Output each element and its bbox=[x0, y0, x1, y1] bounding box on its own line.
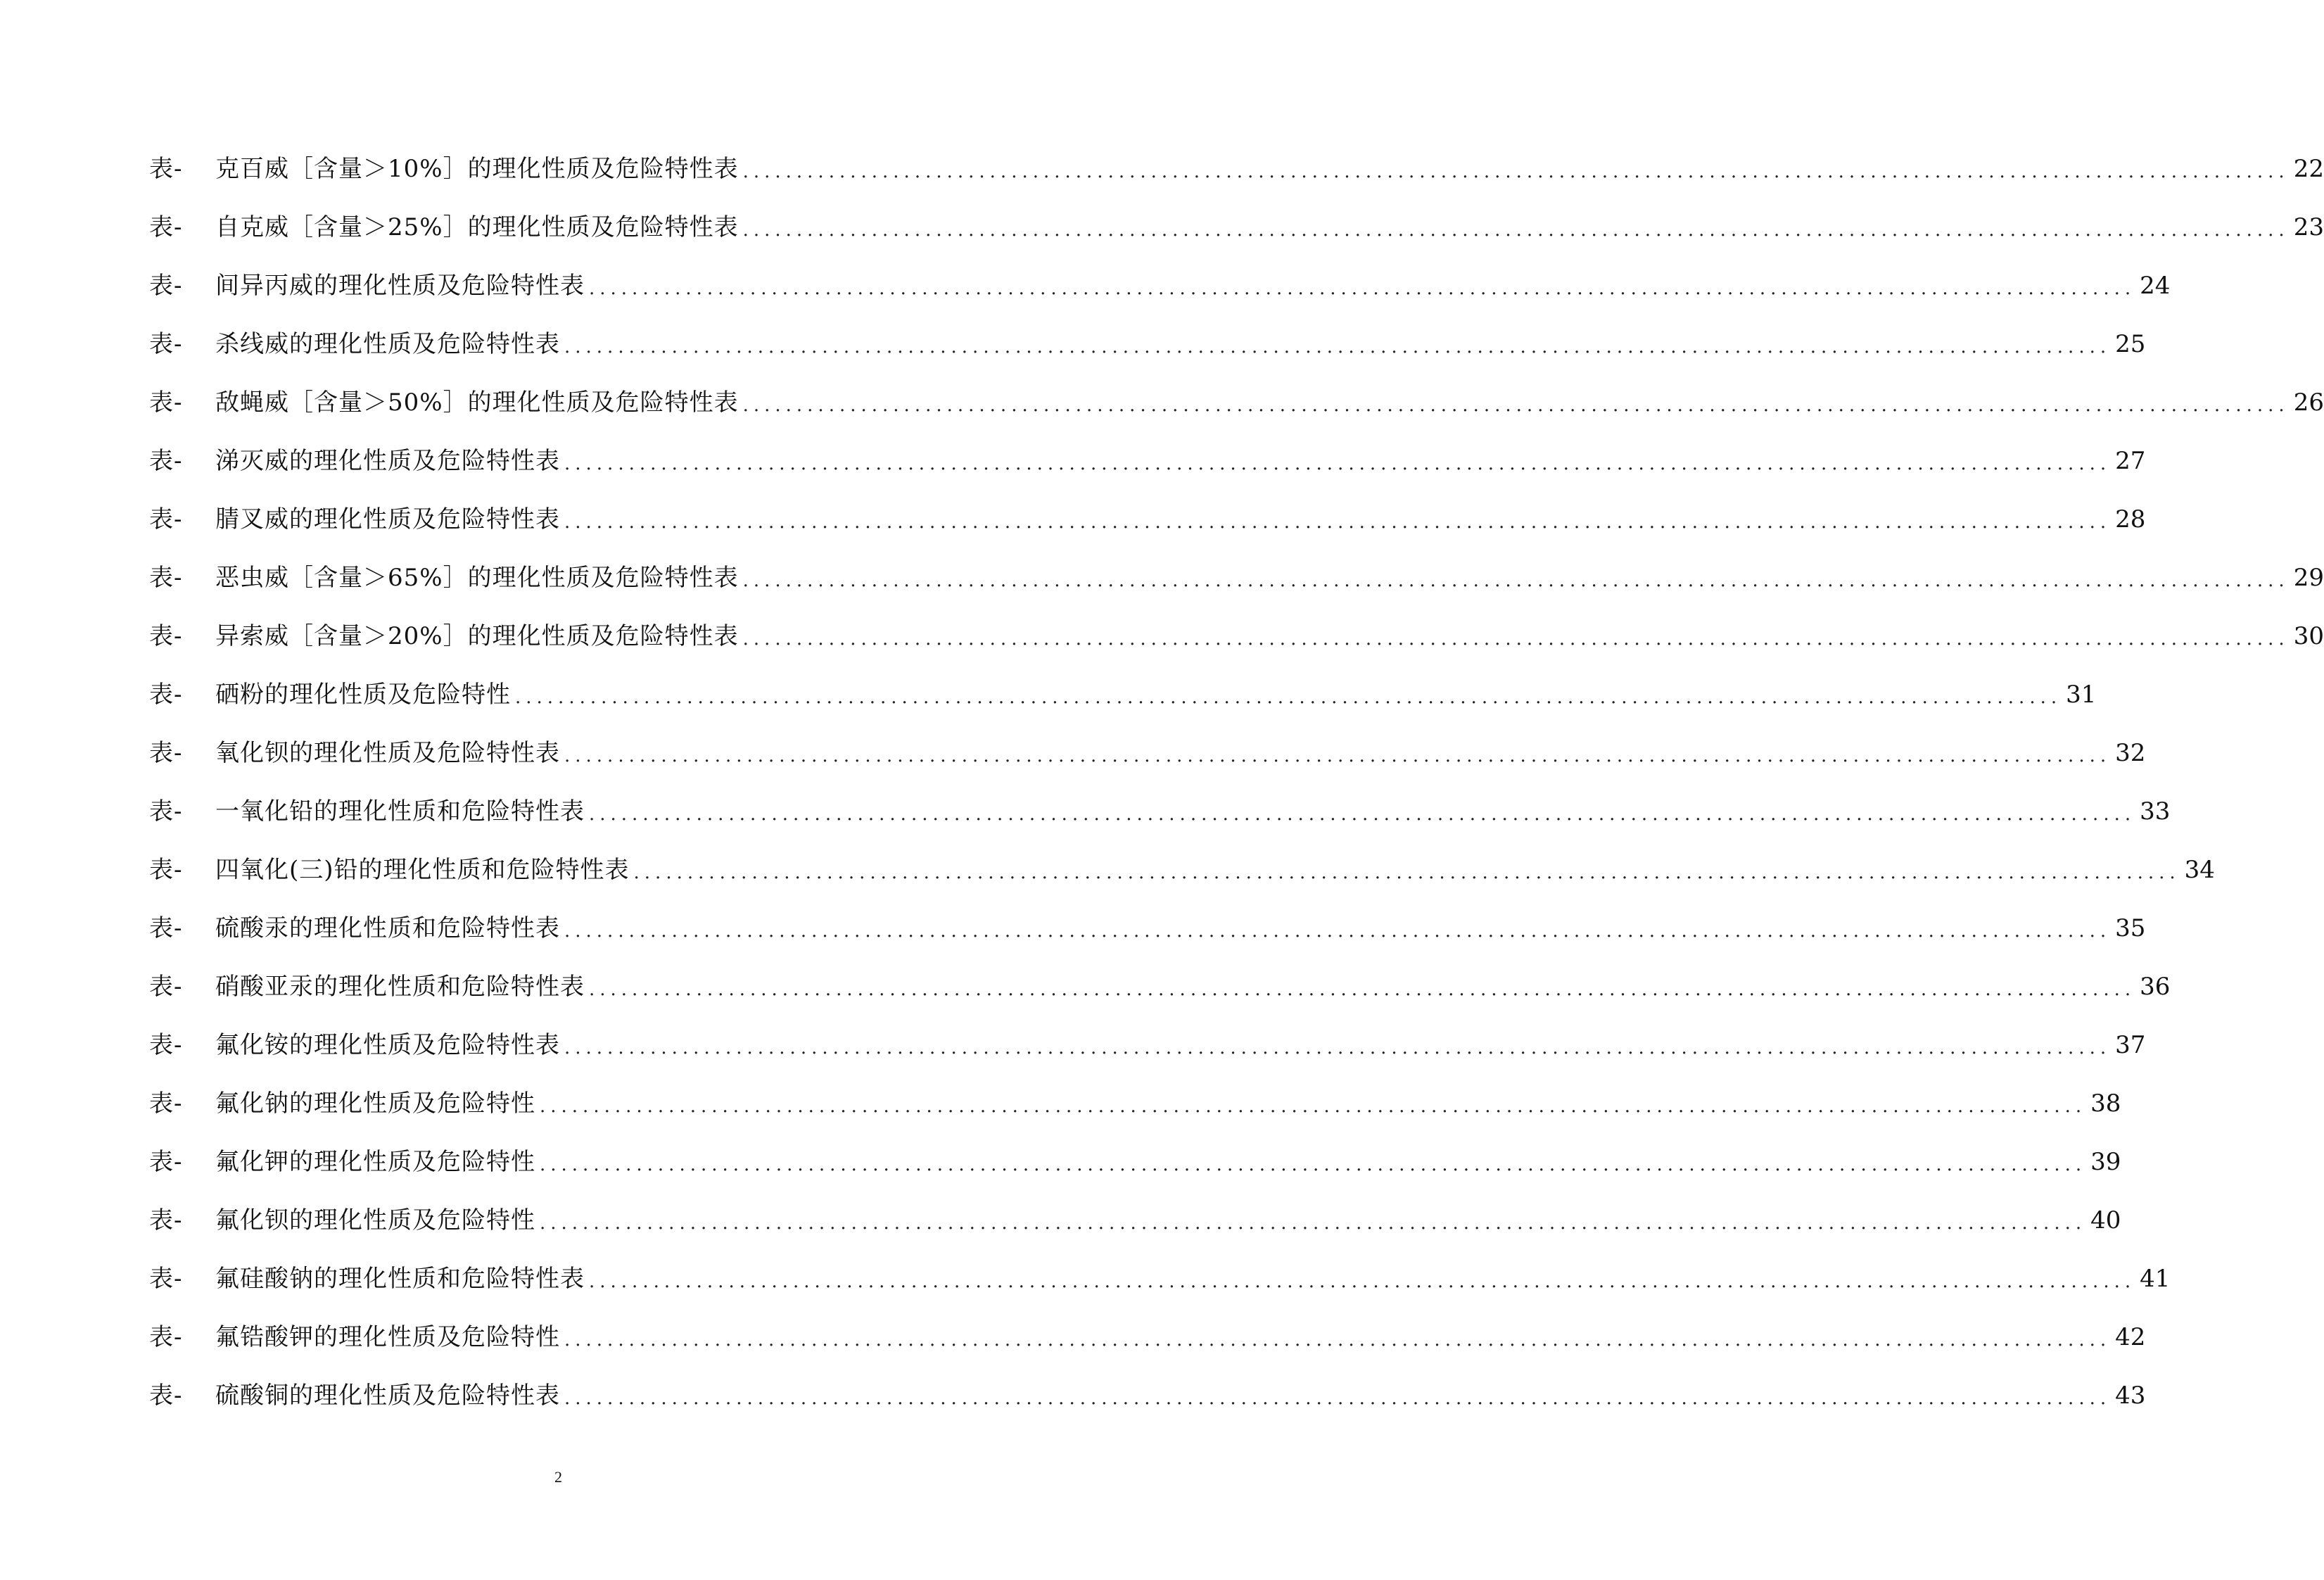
toc-entry-page: 38 bbox=[2090, 1089, 2121, 1118]
toc-entry[interactable] bbox=[149, 1132, 2121, 1191]
toc-entry-prefix: 表- bbox=[149, 446, 183, 475]
page-number: 2 bbox=[554, 1468, 562, 1486]
toc-leader-dots: ................................................................................................................................................ bbox=[633, 861, 2180, 883]
toc-entry[interactable] bbox=[149, 782, 2171, 840]
toc-entry[interactable] bbox=[149, 315, 2146, 373]
toc-entry-title: 异索威［含量＞20%］的理化性质及危险特性表 bbox=[215, 621, 739, 650]
toc-leader-dots: ................................................................................................................................................ bbox=[564, 745, 2112, 766]
toc-entry-title: 自克威［含量＞25%］的理化性质及危险特性表 bbox=[215, 213, 739, 241]
toc-entry-title: 硫酸汞的理化性质和危险特性表 bbox=[215, 914, 560, 942]
toc-entry-prefix: 表- bbox=[149, 1322, 183, 1351]
toc-entry-prefix: 表- bbox=[149, 1206, 183, 1234]
toc-entry-page: 42 bbox=[2115, 1322, 2146, 1351]
toc-entry-page: 26 bbox=[2293, 388, 2324, 417]
toc-entry-page: 37 bbox=[2115, 1030, 2146, 1059]
toc-entry-prefix: 表- bbox=[149, 271, 183, 300]
toc-leader-dots: ................................................................................................................................................ bbox=[540, 1212, 2087, 1234]
toc-entry-title: 杀线威的理化性质及危险特性表 bbox=[215, 329, 560, 358]
toc-entry-title: 涕灭威的理化性质及危险特性表 bbox=[215, 446, 560, 475]
toc-entry[interactable] bbox=[149, 665, 2097, 723]
toc-entry-page: 31 bbox=[2066, 680, 2097, 709]
toc-entry-title: 腈叉威的理化性质及危险特性表 bbox=[215, 505, 560, 533]
toc-entry[interactable] bbox=[149, 431, 2146, 490]
toc-entry-title: 氟化钾的理化性质及危险特性 bbox=[215, 1147, 535, 1176]
toc-entry[interactable] bbox=[149, 607, 2324, 665]
toc-entry-prefix: 表- bbox=[149, 972, 183, 1001]
toc-entry[interactable] bbox=[149, 957, 2171, 1016]
toc-leader-dots: ................................................................................................................................................ bbox=[564, 1037, 2112, 1058]
toc-leader-dots: ................................................................................................................................................ bbox=[589, 803, 2136, 825]
toc-entry[interactable] bbox=[149, 723, 2146, 782]
toc-entry-prefix: 表- bbox=[149, 213, 183, 241]
toc-entry-page: 43 bbox=[2115, 1381, 2146, 1410]
toc-entry[interactable] bbox=[149, 198, 2324, 256]
toc-leader-dots: ................................................................................................................................................ bbox=[564, 920, 2112, 942]
toc-entry[interactable] bbox=[149, 373, 2324, 431]
toc-entry-prefix: 表- bbox=[149, 154, 183, 183]
toc-entry-prefix: 表- bbox=[149, 505, 183, 533]
toc-leader-dots: ................................................................................................................................................ bbox=[742, 628, 2290, 650]
toc-leader-dots: ................................................................................................................................................ bbox=[742, 219, 2290, 241]
toc-entry[interactable] bbox=[149, 1016, 2146, 1074]
toc-entry[interactable] bbox=[149, 1191, 2121, 1249]
toc-entry-page: 40 bbox=[2090, 1206, 2121, 1234]
toc-entry[interactable] bbox=[149, 1074, 2121, 1132]
toc-entry-title: 克百威［含量＞10%］的理化性质及危险特性表 bbox=[215, 154, 739, 183]
toc-entry-page: 27 bbox=[2115, 446, 2146, 475]
toc-entry-prefix: 表- bbox=[149, 797, 183, 826]
toc-entry-prefix: 表- bbox=[149, 738, 183, 767]
toc-leader-dots: ................................................................................................................................................ bbox=[589, 978, 2136, 1000]
toc-entry-prefix: 表- bbox=[149, 1030, 183, 1059]
toc-leader-dots: ................................................................................................................................................ bbox=[540, 1095, 2087, 1117]
toc-entry-prefix: 表- bbox=[149, 329, 183, 358]
toc-entry-title: 氟化钠的理化性质及危险特性 bbox=[215, 1089, 535, 1118]
toc-entry-page: 30 bbox=[2293, 621, 2324, 650]
toc-entry-title: 硒粉的理化性质及危险特性 bbox=[215, 680, 511, 709]
toc-entry[interactable] bbox=[149, 490, 2146, 548]
toc-entry-page: 24 bbox=[2140, 271, 2171, 300]
toc-entry-title: 氧化钡的理化性质及危险特性表 bbox=[215, 738, 560, 767]
toc-leader-dots: ................................................................................................................................................ bbox=[564, 511, 2112, 533]
toc-entry-title: 氟化铵的理化性质及危险特性表 bbox=[215, 1030, 560, 1059]
toc-leader-dots: ................................................................................................................................................ bbox=[540, 1154, 2087, 1175]
toc-entry-title: 硫酸铜的理化性质及危险特性表 bbox=[215, 1381, 560, 1410]
toc-entry-page: 23 bbox=[2293, 213, 2324, 241]
toc-leader-dots: ................................................................................................................................................ bbox=[742, 569, 2290, 591]
toc-entry-page: 41 bbox=[2140, 1264, 2171, 1293]
toc-entry-page: 22 bbox=[2293, 154, 2324, 183]
toc-leader-dots: ................................................................................................................................................ bbox=[589, 1270, 2136, 1292]
table-of-contents bbox=[149, 139, 2324, 1424]
toc-entry-prefix: 表- bbox=[149, 1381, 183, 1410]
toc-leader-dots: ................................................................................................................................................ bbox=[742, 394, 2290, 416]
toc-entry-page: 34 bbox=[2184, 855, 2215, 884]
toc-entry[interactable] bbox=[149, 256, 2171, 315]
toc-leader-dots: ................................................................................................................................................ bbox=[564, 453, 2112, 474]
toc-entry-page: 33 bbox=[2140, 797, 2171, 826]
toc-entry-prefix: 表- bbox=[149, 1089, 183, 1118]
toc-entry-page: 39 bbox=[2090, 1147, 2121, 1176]
toc-entry[interactable] bbox=[149, 840, 2215, 899]
toc-entry[interactable] bbox=[149, 1308, 2146, 1366]
toc-entry-title: 氟锆酸钾的理化性质及危险特性 bbox=[215, 1322, 560, 1351]
toc-entry-page: 25 bbox=[2115, 329, 2146, 358]
toc-entry-prefix: 表- bbox=[149, 855, 183, 884]
toc-entry-page: 29 bbox=[2293, 563, 2324, 592]
toc-leader-dots: ................................................................................................................................................ bbox=[564, 1387, 2112, 1409]
toc-entry-prefix: 表- bbox=[149, 1264, 183, 1293]
toc-entry-page: 35 bbox=[2115, 914, 2146, 942]
toc-entry-title: 硝酸亚汞的理化性质和危险特性表 bbox=[215, 972, 585, 1001]
toc-leader-dots: ................................................................................................................................................ bbox=[515, 686, 2062, 708]
toc-entry-page: 32 bbox=[2115, 738, 2146, 767]
toc-entry-prefix: 表- bbox=[149, 388, 183, 417]
toc-entry-prefix: 表- bbox=[149, 680, 183, 709]
toc-entry[interactable] bbox=[149, 139, 2324, 198]
toc-entry-prefix: 表- bbox=[149, 1147, 183, 1176]
toc-entry-title: 一氧化铅的理化性质和危险特性表 bbox=[215, 797, 585, 826]
toc-leader-dots: ................................................................................................................................................ bbox=[589, 277, 2136, 299]
toc-leader-dots: ................................................................................................................................................ bbox=[564, 1329, 2112, 1351]
toc-entry-prefix: 表- bbox=[149, 914, 183, 942]
toc-entry-title: 氟化钡的理化性质及危险特性 bbox=[215, 1206, 535, 1234]
toc-entry-page: 36 bbox=[2140, 972, 2171, 1001]
toc-entry[interactable] bbox=[149, 1249, 2171, 1308]
toc-entry-title: 敌蝇威［含量＞50%］的理化性质及危险特性表 bbox=[215, 388, 739, 417]
toc-leader-dots: ................................................................................................................................................ bbox=[742, 160, 2290, 182]
toc-entry-title: 恶虫威［含量＞65%］的理化性质及危险特性表 bbox=[215, 563, 739, 592]
toc-leader-dots: ................................................................................................................................................ bbox=[564, 336, 2112, 358]
toc-entry-title: 间异丙威的理化性质及危险特性表 bbox=[215, 271, 585, 300]
toc-entry-title: 氟硅酸钠的理化性质和危险特性表 bbox=[215, 1264, 585, 1293]
toc-entry[interactable] bbox=[149, 548, 2324, 607]
toc-entry[interactable] bbox=[149, 1366, 2146, 1424]
toc-entry-title: 四氧化(三)铅的理化性质和危险特性表 bbox=[215, 855, 630, 884]
toc-entry[interactable] bbox=[149, 899, 2146, 957]
toc-entry-page: 28 bbox=[2115, 505, 2146, 533]
toc-entry-prefix: 表- bbox=[149, 563, 183, 592]
toc-entry-prefix: 表- bbox=[149, 621, 183, 650]
